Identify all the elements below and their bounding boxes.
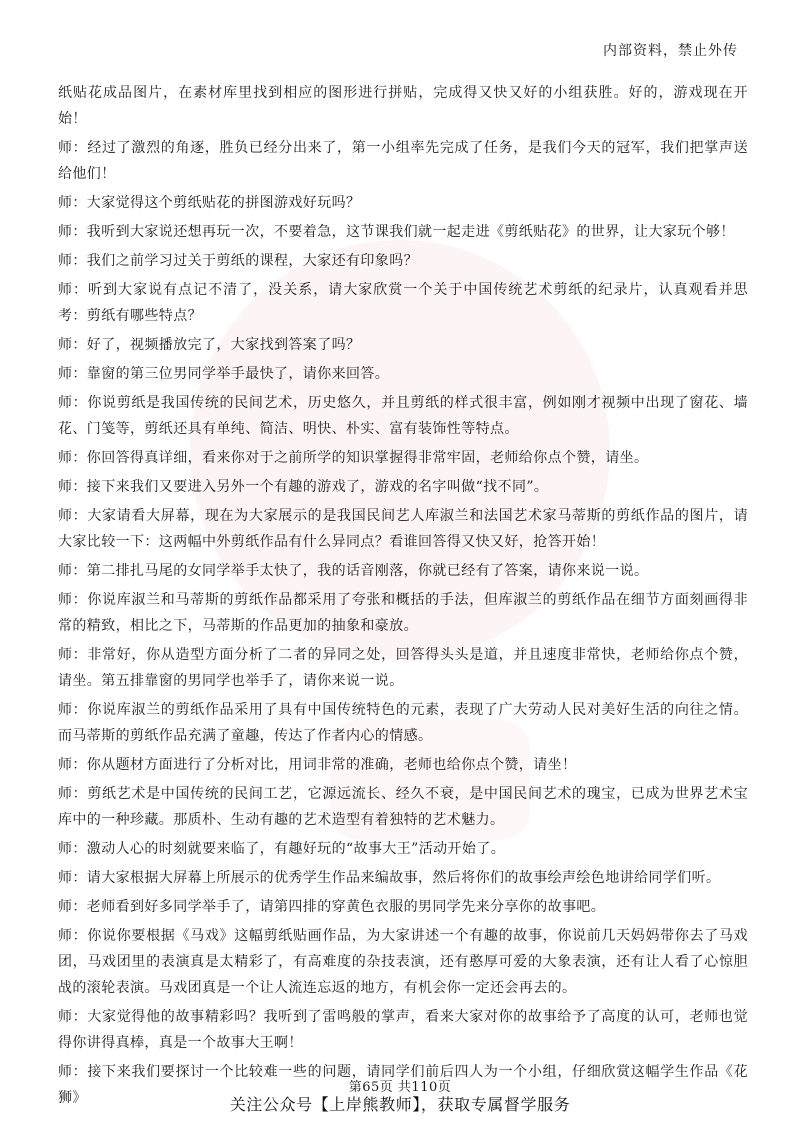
paragraph: 师：你回答得真详细，看来你对于之前所学的知识掌握得非常牢固，老师给你点个赞，请坐。 (58, 450, 649, 466)
paragraph: 师：你说剪纸是我国传统的民间艺术，历史悠久，并且剪纸的样式很丰富，例如刚才视频中出现了窗花、墙花、门笺等，剪纸还具有单纯、简洁、明快、朴实、富有装饰性等特点。 (58, 395, 748, 437)
document-body (58, 80, 748, 1114)
paragraph: 师：靠窗的第三位男同学举手最快了，请你来回答。 (58, 366, 390, 382)
paragraph: 师：老师看到好多同学举手了，请第四排的穿黄色衣服的男同学先来分享你的故事吧。 (58, 899, 606, 915)
paragraph: 师：激动人心的时刻就要来临了，有趣好玩的“故事大王”活动开始了。 (58, 841, 506, 857)
paragraph: 师：我听到大家说还想再玩一次，不要着急，这节课我们就一起走进《剪纸贴花》的世界，让大家玩个够！ (58, 224, 735, 240)
paragraph: 师：你说库淑兰和马蒂斯的剪纸作品都采用了夸张和概括的手法，但库淑兰的剪纸作品在细节方面刻画得非常的精致，相比之下，马蒂斯的作品更加的抽象和豪放。 (58, 592, 748, 634)
paragraph: 师：你说你要根据《马戏》这幅剪纸贴画作品，为大家讲述一个有趣的故事，你说前几天妈妈带你去了马戏团，马戏团里的表演真是太精彩了，有高难度的杂技表演，还有憨厚可爱的大象表演，还有让人看了心惊胆战的滚轮表演。马戏团真是一个让人流连忘返的地方，有机会你一定还会再去的。 (58, 928, 748, 996)
footer-promo: 关注公众号【上岸熊教师】，获取专属督学服务 (229, 1095, 571, 1114)
paragraph: 师：剪纸艺术是中国传统的民间工艺，它源远流长、经久不衰，是中国民间艺术的瑰宝，已成为世界艺术宝库中的一种珍藏。那质朴、生动有趣的艺术造型有着独特的艺术魅力。 (58, 786, 748, 828)
paragraph: 师：经过了激烈的角逐，胜负已经分出来了，第一小组率先完成了任务，是我们今天的冠军，我们把掌声送给他们！ (58, 140, 748, 182)
paragraph: 师：好了，视频播放完了，大家找到答案了吗？ (58, 337, 361, 353)
paragraph: 师：听到大家说有点记不清了，没关系，请大家欣赏一个关于中国传统艺术剪纸的纪录片，认真观看并思考：剪纸有哪些特点？ (58, 282, 748, 324)
paragraph: 纸贴花成品图片，在素材库里找到相应的图形进行拼贴，完成得又快又好的小组获胜。好的，游戏现在开始！ (58, 85, 748, 127)
paragraph: 师：大家觉得他的故事精彩吗？我听到了雷鸣般的掌声，看来大家对你的故事给予了高度的认可，老师也觉得你讲得真棒，真是一个故事大王啊！ (58, 1009, 748, 1051)
paragraph: 师：我们之前学习过关于剪纸的课程，大家还有印象吗？ (58, 253, 418, 269)
paragraph: 师：大家觉得这个剪纸贴花的拼图游戏好玩吗？ (58, 195, 361, 211)
paragraph: 师：非常好，你从造型方面分析了二者的异同之处，回答得头头是道，并且速度非常快，老师给你点个赞，请坐。第五排靠窗的男同学也举手了，请你来说一说。 (58, 647, 748, 689)
paragraph: 师：你说库淑兰的剪纸作品采用了具有中国传统特色的元素，表现了广大劳动人民对美好生活的向往之情。而马蒂斯的剪纸作品充满了童趣，传达了作者内心的情感。 (58, 702, 748, 744)
paragraph: 师：第二排扎马尾的女同学举手太快了，我的话音刚落，你就已经有了答案，请你来说一说。 (58, 563, 649, 579)
page-number: 第65页 共110页 (348, 1080, 452, 1095)
paragraph: 师：你从题材方面进行了分析对比，用词非常的准确，老师也给你点个赞，请坐！ (58, 757, 577, 773)
confidential-note: 内部资料，禁止外传 (603, 43, 738, 59)
paragraph: 师：接下来我们要探讨一个比较难一些的问题，请同学们前后四人为一个小组，仔细欣赏这幅学生作品《花狮》 (58, 1064, 748, 1106)
paragraph: 师：请大家根据大屏幕上所展示的优秀学生作品来编故事，然后将你们的故事绘声绘色地讲给同学们听。 (58, 870, 721, 886)
paragraph: 师：接下来我们又要进入另外一个有趣的游戏了，游戏的名字叫做“找不同”。 (58, 479, 549, 495)
paragraph: 师：大家请看大屏幕，现在为大家展示的是我国民间艺人库淑兰和法国艺术家马蒂斯的剪纸作品的图片，请大家比较一下：这两幅中外剪纸作品有什么异同点？看谁回答得又快又好，抢答开始！ (58, 508, 748, 550)
